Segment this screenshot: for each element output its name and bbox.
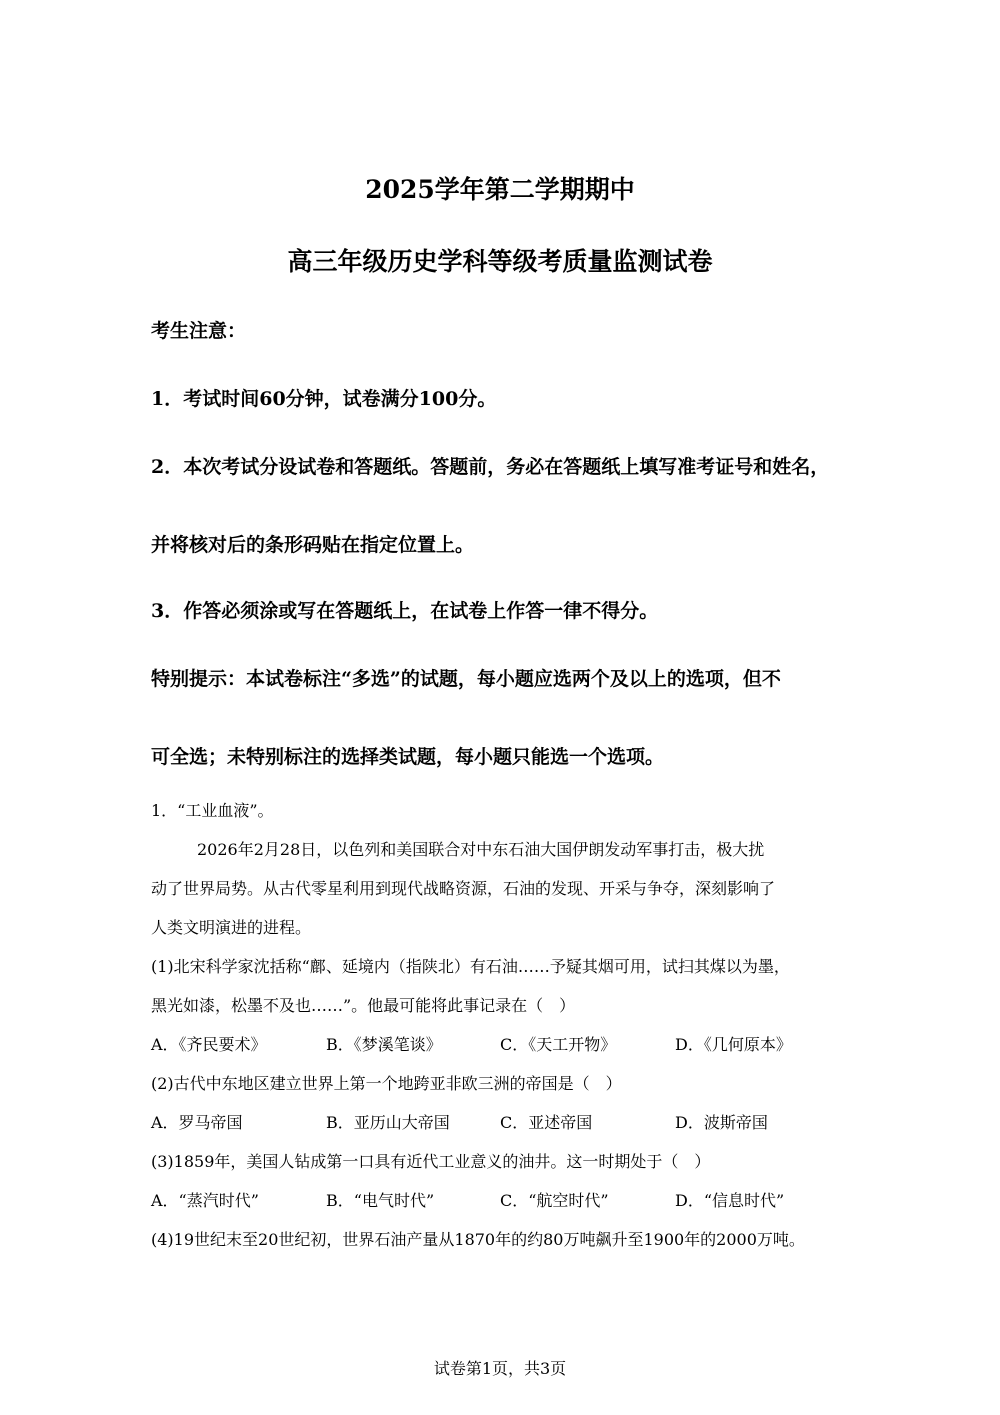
- subquestion1-option-a: A．《齐民要术》: [151, 1035, 267, 1054]
- special-notice-line1: 特别提示：本试卷标注“多选”的试题，每小题应选两个及以上的选项，但不: [151, 668, 781, 690]
- subquestion4-stem: (4)19世纪末至20世纪初，世界石油产量从1870年的约80万吨飙升至1900年的2000万吨。: [151, 1230, 805, 1249]
- subquestion2-option-c: C．亚述帝国: [500, 1113, 593, 1132]
- subquestion3-stem: (3)1859年，美国人钻成第一口具有近代工业意义的油井。这一时期处于（ ）: [151, 1152, 711, 1171]
- notice-item-2: 2．本次考试分设试卷和答题纸。答题前，务必在答题纸上填写准考证号和姓名，: [151, 456, 830, 478]
- notice-item-3: 3．作答必须涂或写在答题纸上，在试卷上作答一律不得分。: [151, 600, 659, 622]
- subquestion1-stem-line2: 黑光如漆，松墨不及也……”。他最可能将此事记录在（ ）: [151, 996, 576, 1015]
- subquestion3-option-a: A．“蒸汽时代”: [151, 1191, 259, 1210]
- question1-intro-line3: 人类文明演进的进程。: [151, 918, 312, 937]
- notice-item-2-continued: 并将核对后的条形码贴在指定位置上。: [151, 534, 475, 556]
- subquestion1-option-c: C．《天工开物》: [500, 1035, 617, 1054]
- subquestion1-stem-line1: (1)北宋科学家沈括称“鄜、延境内（指陕北）有石油……予疑其烟可用，试扫其煤以为墨，: [151, 957, 790, 976]
- exam-title-line2: 高三年级历史学科等级考质量监测试卷: [287, 247, 713, 276]
- subquestion1-option-b: B．《梦溪笔谈》: [326, 1035, 442, 1054]
- question1-intro-line1: 2026年2月28日，以色列和美国联合对中东石油大国伊朗发动军事打击，极大扰: [197, 840, 765, 859]
- notice-item-1: 1．考试时间60分钟，试卷满分100分。: [151, 388, 497, 410]
- subquestion3-option-c: C．“航空时代”: [500, 1191, 609, 1210]
- subquestion2-option-b: B．亚历山大帝国: [326, 1113, 450, 1132]
- question1-intro-line2: 动了世界局势。从古代零星利用到现代战略资源，石油的发现、开采与争夺，深刻影响了: [151, 879, 776, 898]
- subquestion2-option-a: A．罗马帝国: [151, 1113, 243, 1132]
- subquestion3-option-b: B．“电气时代”: [326, 1191, 435, 1210]
- subquestion2-stem: (2)古代中东地区建立世界上第一个地跨亚非欧三洲的帝国是（ ）: [151, 1074, 622, 1093]
- page-footer: 试卷第1页，共3页: [433, 1359, 567, 1378]
- subquestion2-option-d: D．波斯帝国: [675, 1113, 768, 1132]
- exam-title-line1: 2025学年第二学期期中: [365, 175, 635, 204]
- notice-heading: 考生注意：: [151, 320, 247, 342]
- subquestion1-option-d: D．《几何原本》: [675, 1035, 792, 1054]
- subquestion3-option-d: D．“信息时代”: [675, 1191, 785, 1210]
- question1-heading: 1．“工业血液”。: [151, 801, 274, 820]
- special-notice-line2: 可全选；未特别标注的选择类试题，每小题只能选一个选项。: [151, 746, 665, 768]
